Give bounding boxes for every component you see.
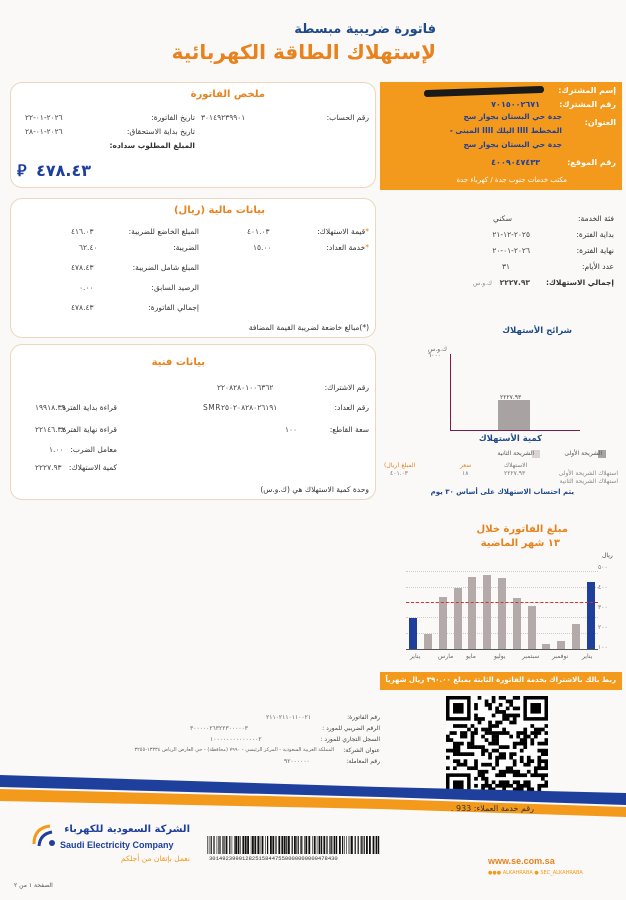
barcode-number: 301492399012825158447550000000000478430 <box>209 855 338 862</box>
tiers-col2: سعر <box>460 462 472 469</box>
currency-symbol: ⃁ <box>17 161 29 180</box>
subscriber-name-label: إسم المشترك: <box>558 86 616 95</box>
technical-card <box>10 344 376 500</box>
end-reading-label: قراءة نهاية الفترة: <box>60 425 117 434</box>
consumption-value: ٤٠١.٠٣ <box>247 227 270 236</box>
period-end-value: ٢٠٢٦-٠١-٢٠ <box>492 246 530 255</box>
taxable-label: المبلغ الخاضع للضريبة: <box>128 227 199 236</box>
subscriber-number-value: ٧٠١٥٠٠٢٦٧١ <box>491 100 540 109</box>
meter-value: SMR٢٥٠٢٠٨٢٨٠٢٦١٩١ <box>203 403 278 412</box>
invoice-type-title: فاتورة ضريبية مبسطة <box>294 22 436 37</box>
month-label: يوليو <box>494 653 506 660</box>
monthly-title-1: مبلغ الفاتورة خلال <box>476 524 568 535</box>
financial-title: بيانات مالية (ريال) <box>173 205 265 216</box>
taxable-value: ٤١٦.٠٣ <box>71 227 94 236</box>
tiers-x-axis <box>450 430 580 431</box>
month-bar <box>513 598 521 649</box>
tiers-title: شرائح الأستهلاك <box>502 326 572 336</box>
month-label: نوفمبر <box>552 653 569 660</box>
social-handle-2: SEC_ALKAHRABA <box>540 870 583 876</box>
company-logo <box>30 820 190 880</box>
barcode <box>205 836 385 866</box>
period-end-label: نهاية الفترة: <box>576 246 614 255</box>
legend-first-label: الشريحة الأولى <box>564 450 602 457</box>
invoice-main-title: لإستهلاك الطاقة الكهربائية <box>171 40 436 64</box>
meta-transaction-value: ٩٢٠٠٠٠٠٠ <box>284 758 310 765</box>
fixed-bill-banner[interactable] <box>380 672 622 690</box>
consumption-value-label: *قيمة الاستهلاك: <box>317 227 369 236</box>
due-date-value: ٢٠٢٦-٠١-٢٨ <box>25 127 63 136</box>
month-bar <box>528 606 536 649</box>
breaker-label: سعة القاطع: <box>329 425 369 434</box>
start-reading-value: ١٩٩١٨.٣٩ <box>35 403 66 412</box>
meter-fee-label: *خدمة العداد: <box>326 243 369 252</box>
customer-service: رقم خدمة العملاء: 933 . <box>450 804 534 813</box>
tiers-x-title: كمية الأستهلاك <box>478 434 542 444</box>
meta-invoice-no-value: ٢١١٠٢١١٠١١٠٠٢١ <box>266 714 312 721</box>
total-consumption-label: إجمالي الاستهلاك: <box>546 278 614 287</box>
amount-due-label: المبلغ المطلوب سداده: <box>109 141 195 150</box>
threshold-line <box>406 602 598 603</box>
page-number: الصفحة ١ من ٢ <box>14 882 53 889</box>
start-reading-label: قراءة بداية الفترة: <box>59 403 117 412</box>
incl-vat-label: المبلغ شامل الضريبة: <box>132 263 199 272</box>
gridline <box>406 571 598 572</box>
month-bar <box>498 578 506 649</box>
company-name-ar: الشركة السعودية للكهرباء <box>64 824 190 835</box>
meter-fee-value: ١٥.٠٠ <box>253 243 272 252</box>
meta-tax-no-label: الرقم الضريبي للمورد : <box>322 725 380 732</box>
invoice-summary-card <box>10 82 376 188</box>
monthly-x-axis <box>406 653 598 663</box>
address-line-2: المخطط IIII البلك IIII المبنى - <box>449 126 562 135</box>
subscription-label: رقم الاشتراك: <box>324 383 369 392</box>
meta-address-value: المملكة العربية السعودية - المركز الرئيسي - ٧٩٩٠ (محافظة) - حي العارض الرياض ١٣٣٣٤-٣٢٥٥ <box>134 747 334 753</box>
y-tick: ٣٠٠ <box>598 604 608 611</box>
invoice-date-value: ٢٠٢٦-٠١-٢٢ <box>25 113 63 122</box>
subscription-value: ٢٢٠٨٢٨٠١٠٠٦٣٦٢ <box>217 383 274 392</box>
quantity-label: كمية الاستهلاك: <box>68 463 117 472</box>
category-value: سكني <box>493 214 512 223</box>
prev-balance-label: الرصيد السابق: <box>151 283 199 292</box>
meta-cr-value: ١٠٠٠٠٠٠٠٠٠٠٠٠٠٠٢ <box>210 736 262 743</box>
invoice-date-label: تاريخ الفاتورة: <box>151 113 195 122</box>
meta-tax-no-value: ٣٠٠٠٠٠٢٦٣٢٢٣٠٠٠٠٠٣ <box>190 725 249 732</box>
address-line-3: جدة حي البستان بجوار سج <box>463 140 562 149</box>
summary-title: ملخص الفاتورة <box>190 89 265 100</box>
website-link[interactable]: www.se.com.sa <box>488 856 555 866</box>
y-tick: ١٠٠ <box>598 644 608 651</box>
vat-note: (*)مبالغ خاضعة لضريبة القيمة المضافة <box>248 323 369 332</box>
total-consumption-value: ٢٢٢٧.٩٣ <box>499 278 530 287</box>
meta-transaction-label: رقم المعاملة: <box>346 758 380 765</box>
meter-label: رقم العداد: <box>334 403 369 412</box>
period-start-value: ٢٠٢٥-١٢-٢١ <box>492 230 530 239</box>
account-value: ٣٠١٤٩٢٣٩٩٠١ <box>201 113 246 122</box>
address-label: العنوان: <box>584 118 616 127</box>
month-bar <box>454 588 462 649</box>
address-line-1: جدة حي البستان بجوار سج <box>463 112 562 121</box>
days-label: عدد الأيام: <box>581 262 614 271</box>
month-bar <box>572 624 580 649</box>
meta-cr-label: السجل التجاري للمورد : <box>320 736 380 743</box>
tiers-col1: الاستهلاك <box>504 462 528 469</box>
end-reading-value: ٢٢١٤٦.٣٢ <box>35 425 66 434</box>
location-label: رقم الموقع: <box>567 158 616 167</box>
y-tick: ٥٠٠ <box>598 564 608 571</box>
month-bar <box>587 582 595 649</box>
invoice-total-label: إجمالي الفاتورة: <box>148 303 199 312</box>
fixed-bill-text: ربط بالك بالاشتراك بخدمة الفاتورة الثابتة بمبلغ ٣٩٠.٠٠ ريال شهرياً <box>385 676 616 684</box>
monthly-unit: ريال <box>602 552 613 559</box>
tiers-row-first-consumption: ٢٢٢٧.٩٣ <box>504 470 526 477</box>
month-bar <box>542 644 550 649</box>
month-bar <box>439 597 447 649</box>
period-start-label: بداية الفترة: <box>576 230 614 239</box>
month-label: يناير <box>410 653 421 660</box>
consumption-unit: ك.و.س <box>473 280 492 287</box>
social-icon-2: ● <box>534 870 539 876</box>
social-handle-1: ALKAHRABA <box>502 870 533 876</box>
legend-second-label: الشريحة الثانية <box>497 450 534 457</box>
service-office: مكتب خدمات جنوب جدة / كهرباء جدة <box>456 176 567 184</box>
tiers-bar-label: ٢٢٢٧.٩٣ <box>500 394 522 401</box>
tiers-note: يتم احتساب الاستهلاك على أساس ٣٠ يوم <box>430 488 574 496</box>
breaker-value: ١٠٠ <box>285 425 298 434</box>
account-label: رقم الحساب: <box>326 113 369 122</box>
month-label: مايو <box>466 653 476 660</box>
technical-title: بيانات فنية <box>151 357 205 368</box>
service-info <box>380 200 622 300</box>
tiers-col3: المبلغ (ريال) <box>384 462 416 469</box>
incl-vat-value: ٤٧٨.٤٣ <box>71 263 94 272</box>
footer-stripes <box>0 765 626 825</box>
tiers-row-first-label: استهلاك الشريحة الأولى <box>558 470 618 477</box>
consumption-value-label-text: قيمة الاستهلاك: <box>317 227 366 236</box>
month-bar <box>483 575 491 649</box>
monthly-y-axis <box>598 560 618 660</box>
month-label: سبتمبر <box>522 653 540 660</box>
tiers-row-first-rate: ١٨ <box>462 470 469 477</box>
tiers-row-first-amount: ٤٠١.٠٣ <box>390 470 409 477</box>
tiers-y-top: ٦٠٠٠ <box>428 352 441 359</box>
meta-invoice-no-label: رقم الفاتورة: <box>347 714 380 721</box>
month-label: مارس <box>438 653 454 660</box>
vat-label: الضريبة: <box>173 243 199 252</box>
prev-balance-value: ٠.٠٠ <box>79 283 94 292</box>
barcode-icon <box>205 836 385 854</box>
sec-logo-icon <box>30 822 60 852</box>
tiers-y-axis <box>450 354 451 430</box>
days-value: ٣١ <box>501 262 510 271</box>
subscriber-number-label: رقم المشترك: <box>559 100 616 109</box>
month-bar <box>424 634 432 649</box>
tiers-section <box>380 310 622 505</box>
y-tick: ٤٠٠ <box>598 584 608 591</box>
financial-card <box>10 198 376 338</box>
amount-due-value: ٤٧٨.٤٣ <box>36 161 91 180</box>
subscriber-panel <box>380 82 622 190</box>
meter-fee-label-text: خدمة العداد: <box>326 243 366 252</box>
amount-due-row <box>17 161 91 181</box>
meta-address-label: عنوان الشركة: <box>343 747 380 754</box>
redacted-name <box>424 86 544 97</box>
invoice-total-value: ٤٧٨.٤٣ <box>71 303 94 312</box>
unit-note: وحدة كمية الاستهلاك هي (ك.و.س) <box>260 485 369 494</box>
multiplier-label: معامل الضرب: <box>70 445 117 454</box>
month-bar <box>557 641 565 649</box>
monthly-title-2: ١٣ شهر الماضية <box>480 538 560 549</box>
vat-value: ٦٢.٤٠ <box>79 243 98 252</box>
month-bar <box>468 577 476 649</box>
company-slogan: نعمل بإتقان من أجلكم <box>121 854 190 863</box>
due-date-label: تاريخ بداية الاستحقاق: <box>126 127 195 136</box>
social-icons: ●●● <box>488 870 502 876</box>
tiers-row-second-label: استهلاك الشريحة الثانية <box>559 478 618 485</box>
social-links[interactable] <box>488 870 583 876</box>
monthly-plot <box>406 558 598 650</box>
month-bar <box>409 618 417 649</box>
category-label: فئة الخدمة: <box>578 214 614 223</box>
monthly-section <box>380 510 622 700</box>
month-label: يناير <box>582 653 593 660</box>
quantity-value: ٢٢٢٧.٩٣ <box>35 463 62 472</box>
y-tick: ٢٠٠ <box>598 624 608 631</box>
invoice-meta <box>134 712 380 772</box>
tiers-y-unit: ك.و.س <box>428 346 447 353</box>
tiers-bar-first <box>498 400 530 430</box>
multiplier-value: ١.٠٠ <box>49 445 64 454</box>
company-name-en: Saudi Electricity Company <box>60 840 174 850</box>
location-value: ٤٠٠٩٠٤٧٤٣٣ <box>491 158 540 167</box>
